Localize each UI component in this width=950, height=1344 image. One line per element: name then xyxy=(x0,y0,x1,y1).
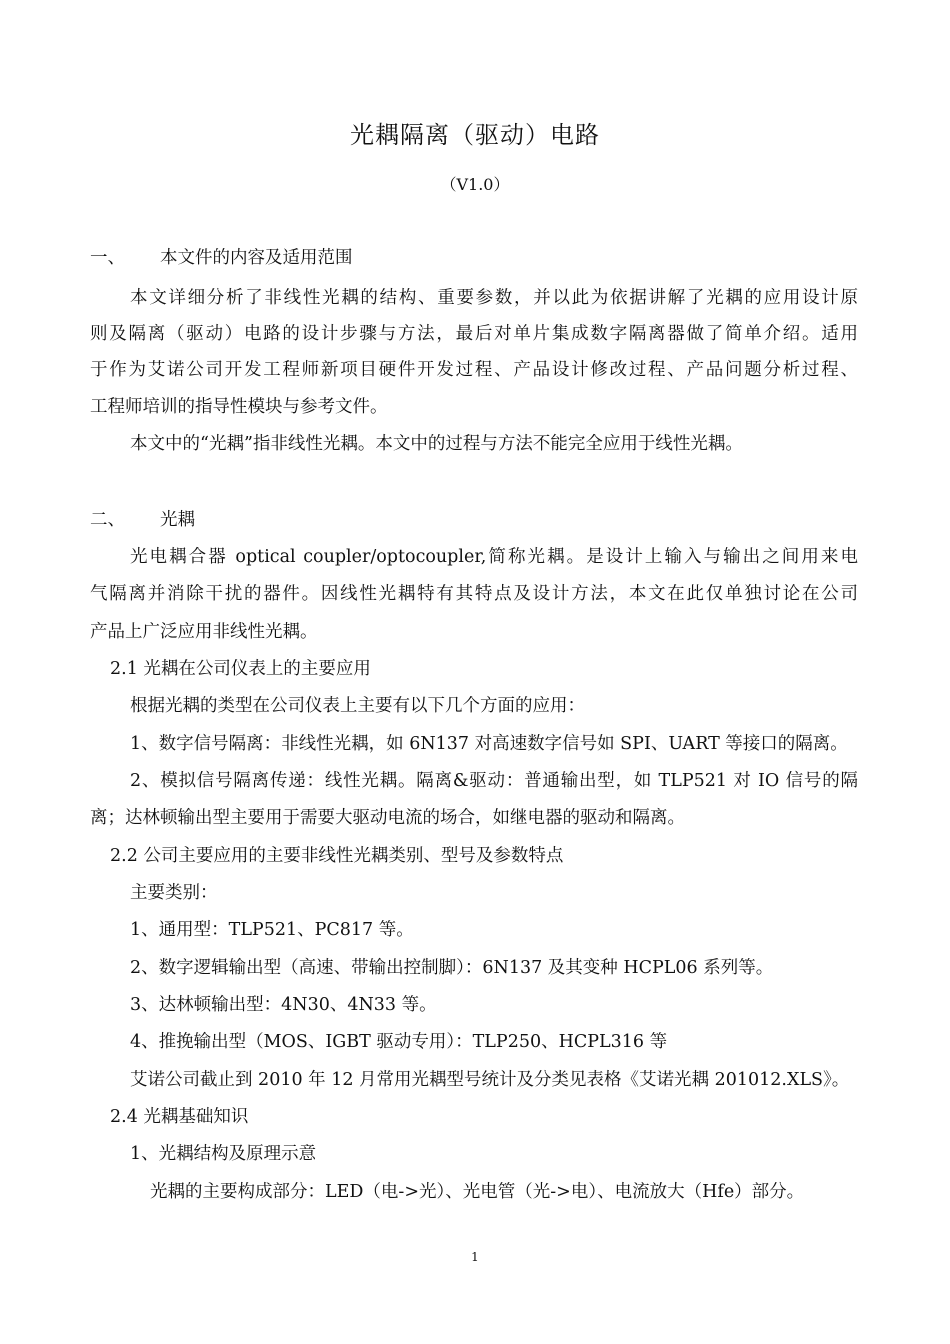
subsection-2-1-item2-line2: 离；达林顿输出型主要用于需要大驱动电流的场合，如继电器的驱动和隔离。 xyxy=(90,808,685,828)
section1-para1-line1: 本文详细分析了非线性光耦的结构、重要参数，并以此为依据讲解了光耦的应用设计原 xyxy=(130,288,858,308)
document-version: （V1.0） xyxy=(440,175,510,194)
section2-para1-line3: 产品上广泛应用非线性光耦。 xyxy=(90,622,318,642)
section2-para1-line1: 光电耦合器 optical coupler/optocoupler,简称光耦。是设计上输入与输出之间用来电 xyxy=(130,547,858,567)
item-text: 、达林顿输出型：4N30、4N33 等。 xyxy=(141,995,437,1015)
section1-heading: 本文件的内容及适用范围 xyxy=(160,248,353,268)
item-number: 2 xyxy=(130,771,142,791)
subsection-2-4-item1: 1、光耦结构及原理示意 xyxy=(130,1144,317,1164)
item-number: 4 xyxy=(130,1032,142,1052)
section2-heading: 光耦 xyxy=(160,510,195,530)
subsection-2-2-summary: 艾诺公司截止到 2010 年 12 月常用光耦型号统计及分类见表格《艾诺光耦 201012.XLS》。 xyxy=(130,1070,850,1090)
subsection-2-4-heading: 2.4 光耦基础知识 xyxy=(110,1107,249,1127)
item-text: 、通用型：TLP521、PC817 等。 xyxy=(141,920,414,940)
item-text: 、数字信号隔离：非线性光耦，如 6N137 对高速数字信号如 SPI、UART 等接口的隔离。 xyxy=(141,734,848,754)
page-number: 1 xyxy=(471,1250,479,1264)
section1-para1-line3: 于作为艾诺公司开发工程师新项目硬件开发过程、产品设计修改过程、产品问题分析过程、 xyxy=(90,360,858,380)
list-item xyxy=(130,993,437,1017)
section1-para2: 本文中的“光耦”指非线性光耦。本文中的过程与方法不能完全应用于线性光耦。 xyxy=(130,434,743,454)
item-text: 、数字逻辑输出型（高速、带输出控制脚）：6N137 及其变种 HCPL06 系列等。 xyxy=(141,958,774,978)
section2-para1-line2: 气隔离并消除干扰的器件。因线性光耦特有其特点及设计方法，本文在此仅单独讨论在公司 xyxy=(90,584,858,604)
section1-para1-line4: 工程师培训的指导性模块与参考文件。 xyxy=(90,397,388,417)
item-text: 、模拟信号隔离传递：线性光耦。隔离&驱动：普通输出型，如 TLP521 对 IO 信号的隔 xyxy=(141,771,858,791)
item-number: 1 xyxy=(130,734,142,754)
section1-para1-line2: 则及隔离（驱动）电路的设计步骤与方法，最后对单片集成数字隔离器做了简单介绍。适用 xyxy=(90,324,858,344)
subsection-2-1-item1 xyxy=(130,732,848,756)
list-item xyxy=(130,918,414,942)
item-number: 3 xyxy=(130,995,142,1015)
document-title: 光耦隔离（驱动）电路 xyxy=(350,121,600,149)
subsection-2-1-item2-line1 xyxy=(130,769,858,793)
list-item xyxy=(130,956,773,980)
subsection-2-2-heading: 2.2 公司主要应用的主要非线性光耦类别、型号及参数特点 xyxy=(110,846,564,866)
subsection-2-1-heading: 2.1 光耦在公司仪表上的主要应用 xyxy=(110,659,371,679)
section2-number: 二、 xyxy=(90,510,125,530)
list-item xyxy=(130,1030,667,1054)
subsection-2-2-intro: 主要类别： xyxy=(130,883,218,903)
subsection-2-4-item1-text: 光耦的主要构成部分：LED（电->光）、光电管（光->电）、电流放大（Hfe）部分。 xyxy=(150,1182,805,1202)
subsection-2-1-intro: 根据光耦的类型在公司仪表上主要有以下几个方面的应用： xyxy=(130,696,585,716)
item-number: 2 xyxy=(130,958,142,978)
item-text: 、推挽输出型（MOS、IGBT 驱动专用）：TLP250、HCPL316 等 xyxy=(141,1032,668,1052)
section1-number: 一、 xyxy=(90,248,125,268)
item-number: 1 xyxy=(130,920,142,940)
